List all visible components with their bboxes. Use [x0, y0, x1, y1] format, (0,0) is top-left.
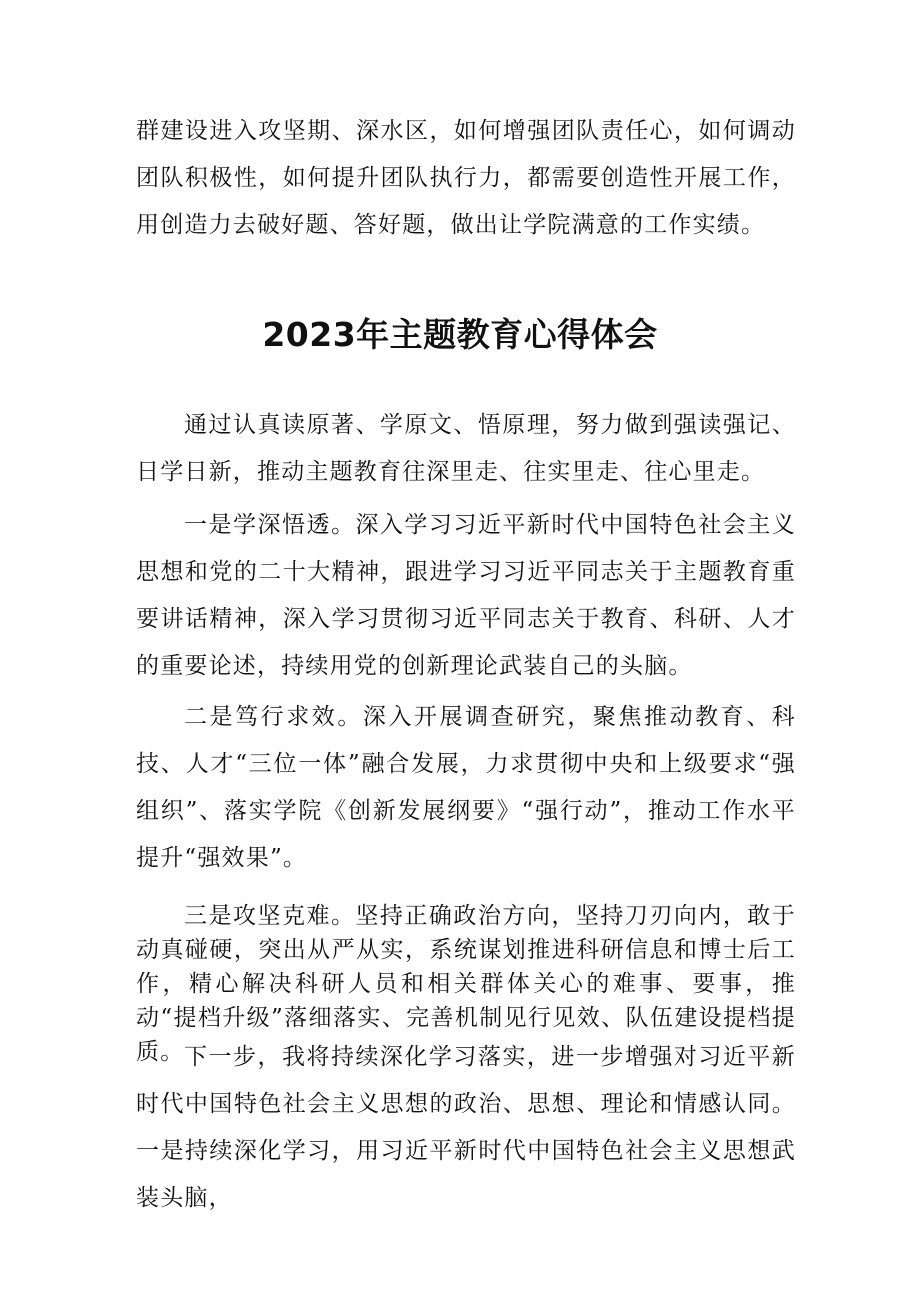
paragraph-study-overview: 通过认真读原著、学原文、悟原理，努力做到强读强记、日学日新，推动主题教育往深里走、往实里走、往心里走。: [136, 412, 796, 485]
paragraph-point-one: 一是学深悟透。深入学习习近平新时代中国特色社会主义思想和党的二十大精神，跟进学习习近平同志关于主题教育重要讲话精神，深入学习贯彻习近平同志关于教育、科研、人才的重要论述，持续用党的创新理论武装自己的头脑。: [136, 512, 796, 679]
paragraph-point-three: 三是攻坚克难。坚持正确政治方向，坚持刀刃向内，敢于动真碰硬，突出从严从实，系统谋划推进科研信息和博士后工作，精心解决科研人员和相关群体关心的难事、要事，推动“提档升级”落细落实、完善机制见行见效、队伍建设提档提质。: [136, 903, 796, 1065]
intro-paragraph: 群建设进入攻坚期、深水区，如何增强团队责任心，如何调动团队积极性，如何提升团队执行力，都需要创造性开展工作，用创造力去破好题、答好题，做出让学院满意的工作实绩。: [136, 118, 796, 238]
document-title: 2023年主题教育心得体会: [262, 315, 658, 354]
paragraph-point-two: 二是笃行求效。深入开展调查研究，聚焦推动教育、科技、人才“三位一体”融合发展，力求贯彻中央和上级要求“强组织”、落实学院《创新发展纲要》“强行动”，推动工作水平提升“强效果”。: [136, 704, 796, 871]
paragraph-next-steps: 下一步，我将持续深化学习落实，进一步增强对习近平新时代中国特色社会主义思想的政治、思想、理论和情感认同。一是持续深化学习，用习近平新时代中国特色社会主义思想武装头脑，: [136, 1044, 796, 1211]
